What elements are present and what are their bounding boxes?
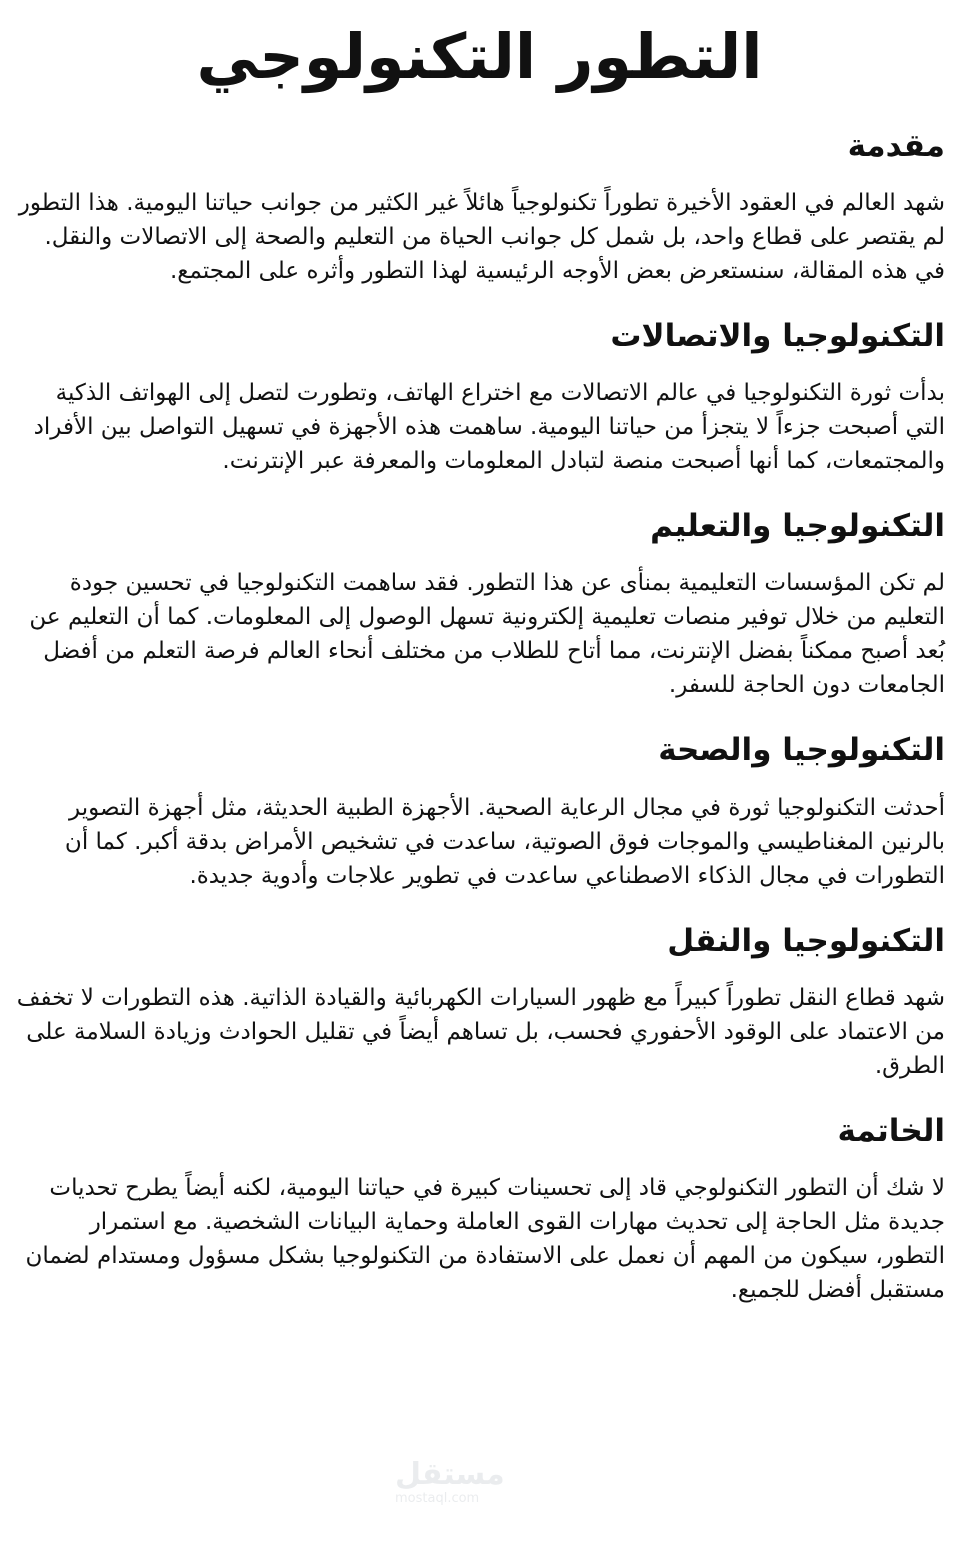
section-conclusion bbox=[14, 1111, 945, 1307]
section-heading: التكنولوجيا والتعليم bbox=[650, 508, 945, 545]
mostaql-watermark bbox=[395, 1458, 505, 1518]
section-heading: التكنولوجيا والنقل bbox=[667, 922, 945, 959]
watermark-url: mostaql.com bbox=[395, 1491, 480, 1506]
section-body: أحدثت التكنولوجيا ثورة في مجال الرعاية الصحية. الأجهزة الطبية الحديثة، مثل أجهزة التصوير بالرنين المغناطيسي والموجات فوق الصوتية، ساعدت في تشخيص الأمراض بدقة أكبر. كما أن التطورات في مجال الذكاء الاصطناعي ساعدت في تطوير علاجات وأدوية جديدة. bbox=[64, 794, 945, 889]
watermark-logo-text: مستقل bbox=[395, 1457, 505, 1492]
section-transport bbox=[14, 921, 945, 1083]
section-body: لا شك أن التطور التكنولوجي قاد إلى تحسينات كبيرة في حياتنا اليومية، لكنه أيضاً يطرح تحديات جديدة مثل الحاجة إلى تحديث مهارات القوى العاملة وحماية البيانات الشخصية. مع استمرار التطور، سيكون من المهم أن نعمل على الاستفادة من التكنولوجيا بشكل مسؤول ومستدام لضمان مستقبل أفضل للجميع. bbox=[25, 1175, 945, 1304]
document-page bbox=[0, 18, 959, 1307]
section-heading: التكنولوجيا والاتصالات bbox=[610, 317, 945, 354]
section-communications bbox=[14, 316, 945, 478]
section-health bbox=[14, 730, 945, 892]
section-education bbox=[14, 506, 945, 702]
section-body: لم تكن المؤسسات التعليمية بمنأى عن هذا التطور. فقد ساهمت التكنولوجيا في تحسين جودة التعليم من خلال توفير منصات تعليمية إلكترونية تسهل الوصول إلى المعلومات. كما أن التعليم عن بُعد أصبح ممكناً بفضل الإنترنت، مما أتاح للطلاب من مختلف أنحاء العالم فرصة التعلم من أفضل الجامعات دون الحاجة للسفر. bbox=[29, 570, 945, 699]
section-body: بدأت ثورة التكنولوجيا في عالم الاتصالات مع اختراع الهاتف، وتطورت لتصل إلى الهواتف الذكية التي أصبحت جزءاً لا يتجزأ من حياتنا اليومية. ساهمت هذه الأجهزة في تسهيل التواصل بين الأفراد والمجتمعات، كما أنها أصبحت منصة لتبادل المعلومات والمعرفة عبر الإنترنت. bbox=[33, 380, 945, 475]
section-heading: الخاتمة bbox=[837, 1112, 945, 1149]
section-heading: التكنولوجيا والصحة bbox=[658, 732, 945, 769]
section-introduction bbox=[14, 126, 945, 288]
section-body: شهد العالم في العقود الأخيرة تطوراً تكنولوجياً هائلاً غير الكثير من جوانب حياتنا اليومية. هذا التطور لم يقتصر على قطاع واحد، بل شمل كل جوانب الحياة من التعليم والصحة إلى الاتصالات والنقل. في هذه المقالة، سنستعرض بعض الأوجه الرئيسية لهذا التطور وأثره على المجتمع. bbox=[18, 189, 945, 284]
section-heading: مقدمة bbox=[847, 127, 945, 164]
section-body: شهد قطاع النقل تطوراً كبيراً مع ظهور السيارات الكهربائية والقيادة الذاتية. هذه التطورات لا تخفف من الاعتماد على الوقود الأحفوري فحسب، بل تساهم أيضاً في تقليل الحوادث وزيادة السلامة على الطرق. bbox=[16, 984, 945, 1079]
document-title: التطور التكنولوجي bbox=[196, 20, 763, 93]
